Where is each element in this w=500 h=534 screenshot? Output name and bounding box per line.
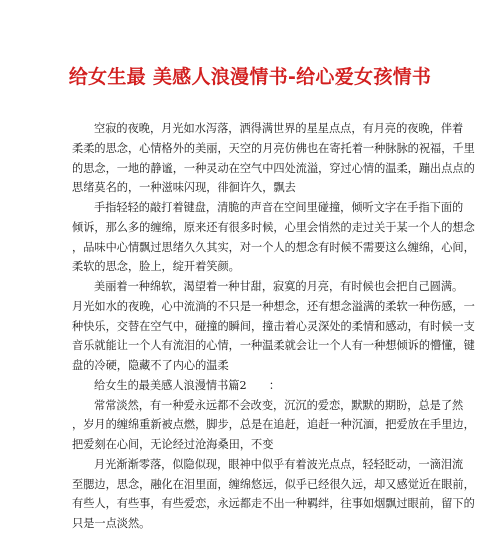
body-line: 月光渐渐零落，似隐似现，眼神中似乎有着波光点点，轻轻眨动，一滴泪流 [94, 457, 464, 471]
body-line: 至腮边，思念，融化在泪里面，缠绵悠远，似乎已经很久远，却又感觉近在眼前， [72, 477, 475, 491]
body-line: ，品味中心情飘过思绪久久其实，对一个人的想念有时候不需要这么缠绵，心间， [72, 240, 475, 254]
body-line: 思绪莫名的，一种滋味闪现，徘徊许久，飘去 [72, 181, 296, 195]
body-line: 给女生的最美感人浪漫情书篇2 ： [94, 378, 281, 392]
body-line: 只是一点淡然。 [72, 517, 151, 530]
body-line: 的思念，一地的静谧，一种灵动在空气中四处流溢，穿过心情的温柔，蹦出点点的 [72, 161, 475, 175]
body-line: 倾诉，那么多的缠绵，原来还有很多时候，心里会悄然的走过关于某一个人的想念 [72, 220, 475, 234]
body-line: 手指轻轻的敲打着键盘，清脆的声音在空间里碰撞，倾听文字在手指下面的 [94, 201, 464, 214]
body-line: 盘的冷硬，隐藏不了内心的温柔 [72, 359, 229, 372]
document-title: 给女生最 美感人浪漫情书-给心爱女孩情书 [68, 66, 432, 88]
body-line: 有些人，有些事，有些爱恋，永远都走不出一种羁绊，往事如烟飘过眼前，留下的 [72, 497, 475, 511]
document-body [72, 119, 475, 534]
body-line: 种快乐，交替在空气中，碰撞的瞬间，撞击着心灵深处的柔情和感动，有时候一支 [72, 319, 475, 333]
body-line: 把爱刻在心间，无论经过沧海桑田，不变 [72, 438, 274, 451]
body-line: 美丽着一种绵软，渴望着一种甘甜，寂寞的月亮，有时候也会把自己圆满。 [94, 280, 464, 293]
body-line: 柔柔的思念，心情格外的美丽，天空的月亮仿佛也在寄托着一种脉脉的祝福，千里 [72, 141, 475, 155]
body-line: ，岁月的缠绵重新被点燃，脚步，总是在追赶，追赶一种沉湎，把爱放在手里边， [72, 418, 475, 432]
body-line: 常常淡然，有一种爱永远都不会改变，沉沉的爱恋，默默的期盼，总是了然 [94, 398, 464, 412]
body-line: 月光如水的夜晚，心中流淌的不只是一种想念，还有想念溢满的柔软一种伤感，一 [72, 299, 475, 313]
body-line: 音乐就能让一个人有流泪的心情，一种温柔就会让一个人有一种想倾诉的懵懂，键 [72, 339, 475, 353]
body-line: 柔软的思念，脸上，绽开着笑颜。 [72, 260, 240, 274]
body-line: 空寂的夜晚，月光如水泻落，洒得满世界的星星点点，有月亮的夜晚，伴着 [94, 122, 464, 135]
